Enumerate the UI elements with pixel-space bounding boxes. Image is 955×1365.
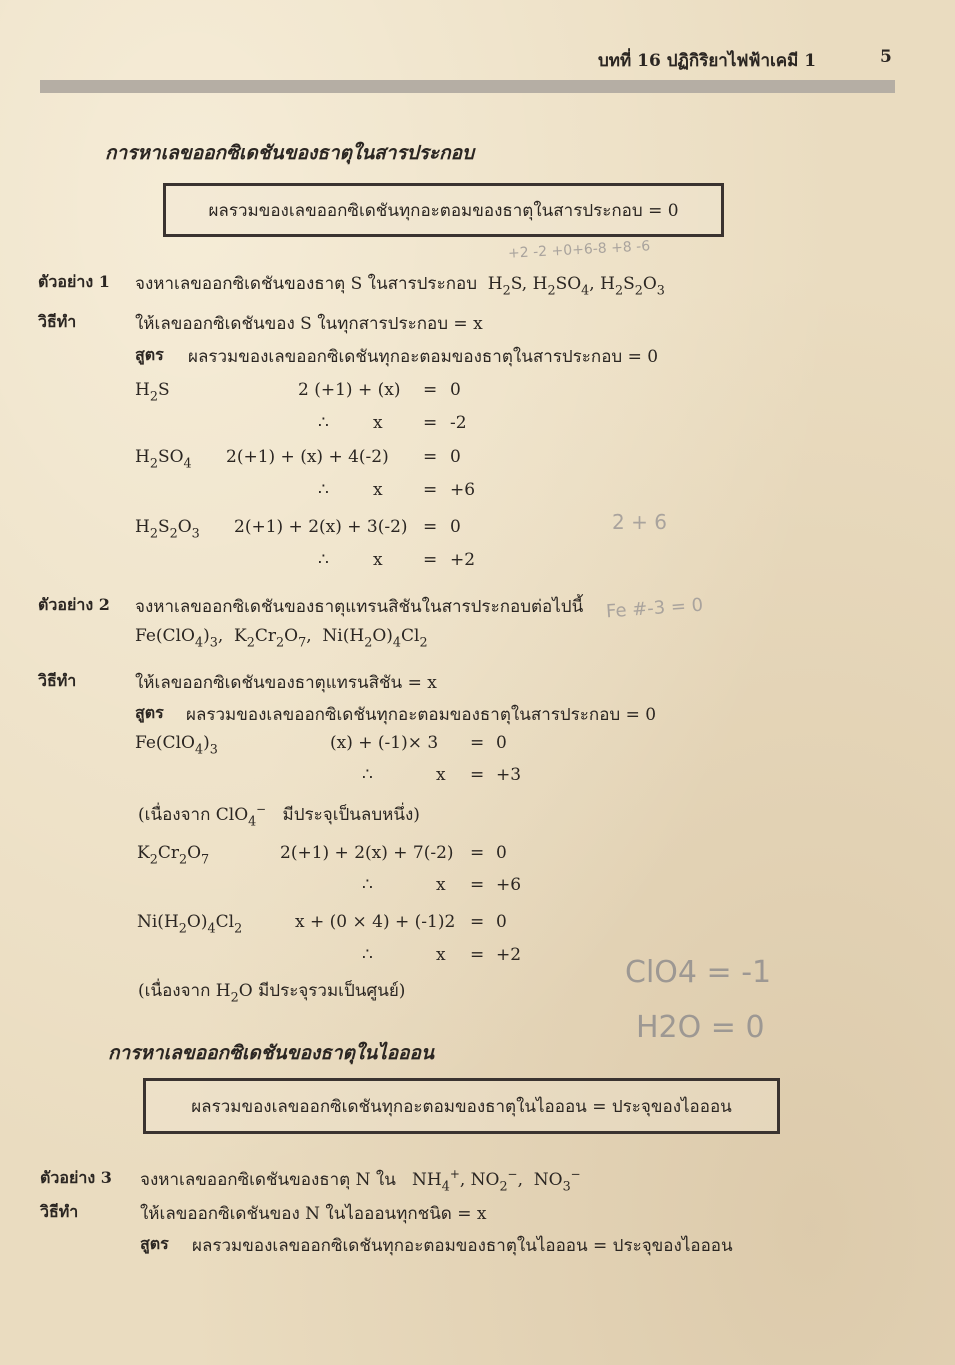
calc-answer: -2 [450,413,467,433]
example-3-question-text: จงหาเลขออกซิเดชันของธาตุ N ใน [140,1170,396,1190]
calc-lhs: 2(+1) + 2(x) + 3(-2) [234,517,408,537]
calc-eq: = [423,480,438,500]
therefore-symbol: ∴ [362,875,373,895]
method-text-1: ให้เลขออกซิเดชันของ S ในทุกสารประกอบ = x [135,314,483,334]
calc-rhs: 0 [450,380,461,400]
header-rule [40,80,895,93]
compound-fe-clo4-3: $Fe(ClO_4)_3$ [135,733,218,758]
rule-box-compound [163,183,724,237]
formula-text-3: ผลรวมของเลขออกซิเดชันทุกอะตอมของธาตุในไอออน = ประจุของไอออน [192,1236,733,1256]
method-text-2: ให้เลขออกซิเดชันของธาตุแทรนสิชัน = x [135,673,437,693]
therefore-symbol: ∴ [362,765,373,785]
calc-lhs: (x) + (-1)× 3 [330,733,439,753]
calc-rhs: 0 [450,517,461,537]
rule-box-compound-text: ผลรวมของเลขออกซิเดชันทุกอะตอมของธาตุในสารประกอบ = 0 [208,200,679,221]
note-prefix: (เนื่องจาก [138,805,211,825]
calc-answer: +2 [496,945,522,965]
calc-x: x [373,550,383,570]
calc-eq: = [423,517,438,537]
ions-nitrogen: $NH_4^+$, $NO_2^-$, $NO_3^-$ [401,1166,581,1195]
therefore-symbol: ∴ [318,480,329,500]
example-3-question [140,1166,581,1195]
handwritten-note: Fe #-3 = 0 [605,594,704,623]
example-2-compounds: $Fe(ClO_4)_3$, $K_2Cr_2O_7$, $Ni(H_2O)_4Cl_2$ [135,626,428,651]
calc-answer: +2 [450,550,476,570]
formula-h2s: $H_2S$, $H_2SO_4$, $H_2S_2O_3$ [482,274,665,299]
chapter-title: บทที่ 16 ปฏิกิริยาไฟฟ้าเคมี 1 [598,51,817,71]
method-text-3: ให้เลขออกซิเดชันของ N ในไอออนทุกชนิด = x [140,1204,487,1224]
compound-h2s: $H_2S$ [135,380,170,405]
calc-lhs: 2(+1) + (x) + 4(-2) [226,447,389,467]
calc-answer: +6 [496,875,522,895]
handwritten-note: ClO4 = -1 [625,955,772,990]
formula-text-2: ผลรวมของเลขออกซิเดชันทุกอะตอมของธาตุในสารประกอบ = 0 [186,705,657,725]
calc-x: x [436,875,446,895]
rule-box-ion [143,1078,780,1134]
note-suffix: มีประจุรวมเป็นศูนย์) [258,981,406,1001]
section-heading-ion: การหาเลขออกซิเดชันของธาตุในไอออน [108,1042,434,1064]
calc-eq: = [423,447,438,467]
therefore-symbol: ∴ [362,945,373,965]
rule-box-ion-text: ผลรวมของเลขออกซิเดชันทุกอะตอมของธาตุในไอออน = ประจุของไอออน [191,1096,732,1117]
calc-eq: = [470,875,485,895]
handwritten-note: +2 -2 +0+6-8 +8 -6 [507,238,651,262]
therefore-symbol: ∴ [318,413,329,433]
calc-answer: +6 [450,480,476,500]
calc-answer: +3 [496,765,522,785]
formula-label-3: สูตร [140,1234,169,1253]
method-label-2: วิธีทำ [38,671,77,690]
method-label-3: วิธีทำ [40,1202,79,1221]
calc-rhs: 0 [496,912,507,932]
calc-rhs: 0 [496,733,507,753]
formula-label-1: สูตร [135,345,164,364]
example-2-label: ตัวอย่าง 2 [38,595,110,614]
compound-k2cr2o7: $K_2Cr_2O_7$ [137,843,210,868]
note-prefix: (เนื่องจาก [138,981,211,1001]
example-1-question-text: จงหาเลขออกซิเดชันของธาตุ S ในสารประกอบ [135,274,477,294]
section-heading-compound: การหาเลขออกซิเดชันของธาตุในสารประกอบ [105,142,475,164]
example-1-question [135,270,665,299]
method-label-1: วิธีทำ [38,312,77,331]
formula-text-1: ผลรวมของเลขออกซิเดชันทุกอะตอมของธาตุในสารประกอบ = 0 [188,347,659,367]
handwritten-note: H2O = 0 [636,1010,765,1045]
example-3-label: ตัวอย่าง 3 [40,1168,112,1187]
calc-eq: = [423,380,438,400]
compound-h2s2o3: $H_2S_2O_3$ [135,517,200,542]
calc-eq: = [423,413,438,433]
ion-clo4: ClO$_4$− [215,801,267,830]
handwritten-note: 2 + 6 [612,510,667,534]
calc-eq: = [470,765,485,785]
compound-ni-complex: $Ni(H_2O)_4Cl_2$ [137,912,243,937]
calc-eq: = [470,945,485,965]
calc-x: x [373,480,383,500]
calc-x: x [436,945,446,965]
calc-eq: = [470,912,485,932]
calc-lhs: 2 (+1) + (x) [298,380,401,400]
page-number: 5 [880,47,892,67]
note-water [138,977,405,1006]
note-perchlorate [138,801,420,830]
calc-eq: = [423,550,438,570]
compound-h2so4: $H_2SO_4$ [135,447,192,472]
calc-rhs: 0 [450,447,461,467]
calc-lhs: x + (0 × 4) + (-1)2 [295,912,456,932]
example-2-question: จงหาเลขออกซิเดชันของธาตุแทรนสิชันในสารประกอบต่อไปนี้ [135,597,584,617]
example-1-label: ตัวอย่าง 1 [38,272,110,291]
therefore-symbol: ∴ [318,550,329,570]
molecule-h2o: $H_2O$ [215,981,253,1006]
formula-label-2: สูตร [135,703,164,722]
calc-eq: = [470,843,485,863]
calc-lhs: 2(+1) + 2(x) + 7(-2) [280,843,454,863]
calc-rhs: 0 [496,843,507,863]
note-suffix: มีประจุเป็นลบหนึ่ง) [282,805,420,825]
calc-eq: = [470,733,485,753]
calc-x: x [436,765,446,785]
calc-x: x [373,413,383,433]
